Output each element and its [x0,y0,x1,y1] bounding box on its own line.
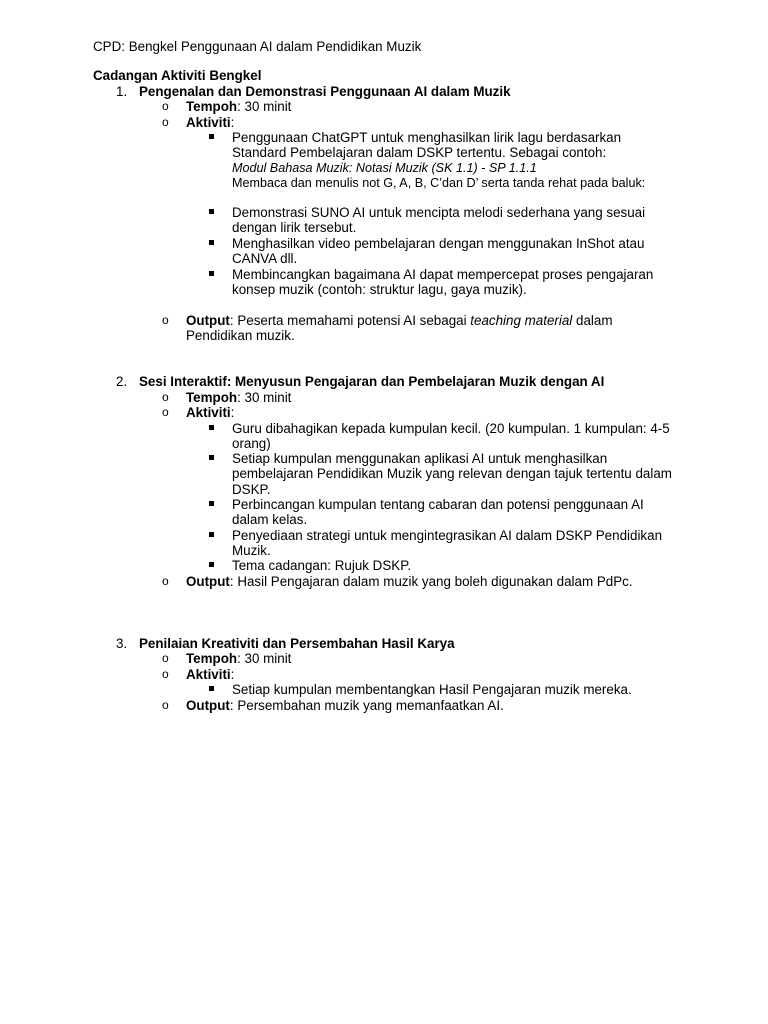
output-text: : Peserta memahami potensi AI sebagai [229,313,471,328]
tempoh-value: : 30 minit [237,390,292,405]
circle-bullet-icon: o [162,99,169,113]
output-text: : Persembahan muzik yang memanfaatkan AI. [229,698,504,713]
square-bullet-icon [209,240,214,245]
item-number: 1. [116,84,128,99]
aktiviti-label: Aktiviti [186,115,231,130]
circle-bullet-icon: o [162,313,169,327]
aktiviti-label: Aktiviti [186,405,231,420]
circle-bullet-icon: o [162,574,169,588]
activity-text: Tema cadangan: Rujuk DSKP. [232,558,412,573]
square-bullet-icon [209,562,214,567]
square-bullet-icon [209,532,214,537]
output-label: Output [186,698,230,713]
aktiviti-suffix: : [230,115,235,130]
tempoh-value: : 30 minit [237,651,292,666]
aktiviti-suffix: : [230,667,235,682]
activity-text: Penggunaan ChatGPT untuk menghasilkan lirik lagu berdasarkan Standard Pembelajaran dalam DSKP tertentu. Sebagai contoh: [232,130,622,161]
item-title: Pengenalan dan Demonstrasi Penggunaan AI dalam Muzik [139,84,511,99]
output-text-end: dalam Pendidikan muzik. [186,313,613,344]
example-module: Modul Bahasa Muzik: Notasi Muzik (SK 1.1) - SP 1.1.1 [232,160,537,175]
tempoh-label: Tempoh [186,390,238,405]
square-bullet-icon [209,425,214,430]
item-number: 3. [116,636,128,651]
section-heading: Cadangan Aktiviti Bengkel [93,68,262,83]
square-bullet-icon [209,134,214,139]
activity-text: Membincangkan bagaimana AI dapat mempercepat proses pengajaran konsep muzik (contoh: struktur lagu, gaya muzik). [232,267,654,298]
output-text: : Hasil Pengajaran dalam muzik yang boleh digunakan dalam PdPc. [229,574,633,589]
output-italic: teaching material [470,313,573,328]
tempoh-value: : 30 minit [237,99,292,114]
circle-bullet-icon: o [162,405,169,419]
tempoh-label: Tempoh [186,651,238,666]
square-bullet-icon [209,271,214,276]
document-title: CPD: Bengkel Penggunaan AI dalam Pendidikan Muzik [93,39,422,54]
example-text: Membaca dan menulis not G, A, B, C’dan D’ serta tanda rehat pada baluk: [232,176,646,191]
item-title: Penilaian Kreativiti dan Persembahan Hasil Karya [139,636,455,651]
aktiviti-suffix: : [230,405,235,420]
square-bullet-icon [209,686,214,691]
tempoh-label: Tempoh [186,99,238,114]
output-label: Output [186,313,230,328]
circle-bullet-icon: o [162,651,169,665]
aktiviti-label: Aktiviti [186,667,231,682]
circle-bullet-icon: o [162,667,169,681]
activity-text: Setiap kumpulan menggunakan aplikasi AI untuk menghasilkan pembelajaran Pendidikan Muzik yang relevan dengan tajuk tertentu dalam DSKP. [232,451,672,497]
item-title: Sesi Interaktif: Menyusun Pengajaran dan Pembelajaran Muzik dengan AI [139,374,605,389]
activity-text: Guru dibahagikan kepada kumpulan kecil. (20 kumpulan. 1 kumpulan: 4-5 orang) [232,421,670,452]
square-bullet-icon [209,501,214,506]
output-label: Output [186,574,230,589]
square-bullet-icon [209,455,214,460]
activity-text: Penyediaan strategi untuk mengintegrasikan AI dalam DSKP Pendidikan Muzik. [232,528,663,559]
circle-bullet-icon: o [162,698,169,712]
activity-text: Menghasilkan video pembelajaran dengan menggunakan InShot atau CANVA dll. [232,236,645,267]
activity-text: Perbincangan kumpulan tentang cabaran dan potensi penggunaan AI dalam kelas. [232,497,644,528]
square-bullet-icon [209,209,214,214]
activity-text: Setiap kumpulan membentangkan Hasil Pengajaran muzik mereka. [232,682,632,697]
item-number: 2. [116,374,128,389]
activity-text: Demonstrasi SUNO AI untuk mencipta melodi sederhana yang sesuai dengan lirik tersebut. [232,205,646,236]
circle-bullet-icon: o [162,115,169,129]
circle-bullet-icon: o [162,390,169,404]
